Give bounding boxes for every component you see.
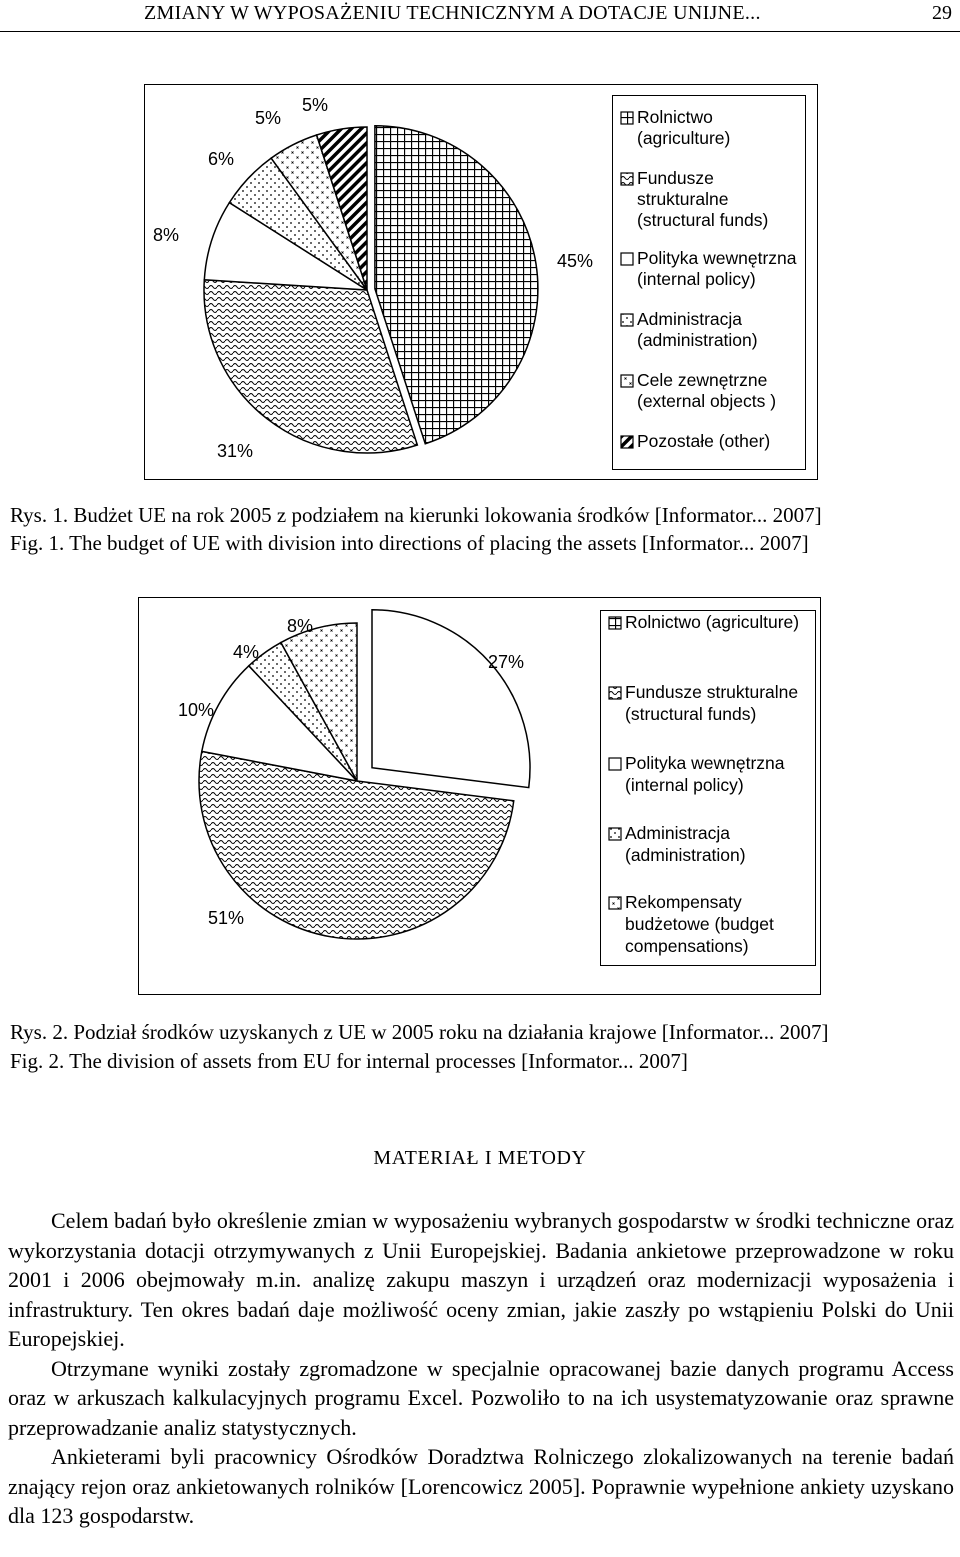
pie-data-label: 27% [487,652,525,672]
pie-data-label: 51% [207,908,245,928]
legend-swatch [609,828,621,840]
legend-label: (structural funds) [625,704,757,724]
legend-label: (external objects ) [637,391,777,411]
figure-1-caption-pl: Rys. 1. Budżet UE na rok 2005 z podziałem na kierunki lokowania środków [Informator... 2007] [10,503,822,527]
pie-data-label: 31% [216,441,254,461]
pie-data-label: 5% [254,108,282,128]
legend-label: Polityka wewnętrzna [625,753,785,773]
pie-data-label: 10% [177,700,215,720]
paragraph-1: Celem badań było określenie zmian w wyposażeniu wybranych gospodarstw w środki techniczne oraz wykorzystania dotacji otrzymywanych z Unii Europejskiej. Badania ankietowe przeprowadzone w roku 2001 i 2006 obejmowały m.in. analizę zakupu maszyn i urządzeń oraz modernizacji wyposażenia i infrastruktury. Ten okres badań daje możliwość oceny zmian, jakie zaszły po wstąpieniu Polski do Unii Europejskiej. [8,1208,954,1351]
paragraph-2: Otrzymane wyniki zostały zgromadzone w specjalnie opracowanej bazie danych programu Access oraz w arkuszach kalkulacyjnych programu Excel. Pozwoliło to na ich usystematyzowanie oraz sprawne przeprowadzanie analiz statystycznych. [8,1355,954,1440]
pie-data-label: 8% [152,225,180,245]
legend-label: Fundusze strukturalne [625,682,799,702]
legend-label: budżetowe (budget [625,914,774,934]
figure-1-legend [612,95,806,470]
legend-swatch [621,436,633,448]
legend-label: strukturalne [637,189,729,209]
pie-data-label: 45% [556,251,594,271]
figure-2-legend-svg [601,611,815,965]
page-header [0,0,960,30]
legend-swatch [609,897,621,909]
legend-swatch [609,758,621,770]
legend-swatch [609,687,621,699]
legend-label: (internal policy) [625,775,744,795]
pie-data-label: 6% [207,149,235,169]
running-title: ZMIANY W WYPOSAŻENIU TECHNICZNYM A DOTACJE UNIJNE... [144,2,761,24]
figure-1-chart [144,84,818,480]
legend-label: Rolnictwo (agriculture) [625,612,800,632]
legend-label: Pozostałe (other) [637,431,771,451]
legend-swatch [621,375,633,387]
legend-label: (internal policy) [637,269,756,289]
legend-label: (administration) [637,330,758,350]
section-title: MATERIAŁ I METODY [373,1147,587,1169]
legend-label: (administration) [625,845,746,865]
legend-label: Administracja [625,823,731,843]
legend-swatch [609,617,621,629]
figure-2-caption-en: Fig. 2. The division of assets from EU for internal processes [Informator... 2007] [10,1049,688,1073]
legend-label: compensations) [625,936,749,956]
legend-label: Rolnictwo [637,107,713,127]
pie-data-label: 8% [286,616,314,636]
legend-label: Polityka wewnętrzna [637,248,797,268]
paragraph-3: Ankieterami byli pracownicy Ośrodków Doradztwa Rolniczego zlokalizowanych na terenie badań znający rejon oraz ankietowanych rolników [Lorencowicz 2005]. Poprawnie wypełnione ankiety uzyskano dla 123 gospodarstw. [8,1444,954,1528]
legend-swatch [621,112,633,124]
pie-data-label: 4% [232,642,260,662]
figure-1-legend-svg [613,96,805,469]
header-rule [0,31,960,32]
figure-2-caption-pl: Rys. 2. Podział środków uzyskanych z UE w 2005 roku na działania krajowe [Informator... 2007] [10,1020,829,1044]
figure-1-caption-en: Fig. 1. The budget of UE with division into directions of placing the assets [Informator... 2007] [10,531,809,555]
body-text [8,1206,954,1531]
legend-swatch [621,314,633,326]
pie-slice [372,610,530,788]
page-number: 29 [932,2,952,24]
figure-2-legend [600,610,816,966]
figure-2-chart [138,597,821,995]
legend-label: (structural funds) [637,210,769,230]
legend-swatch [621,253,633,265]
pie-data-label: 5% [301,95,329,115]
legend-label: Rekompensaty [625,892,742,912]
legend-label: (agriculture) [637,128,731,148]
legend-label: Fundusze [637,168,714,188]
legend-label: Cele zewnętrzne [637,370,768,390]
legend-label: Administracja [637,309,743,329]
legend-swatch [621,173,633,185]
